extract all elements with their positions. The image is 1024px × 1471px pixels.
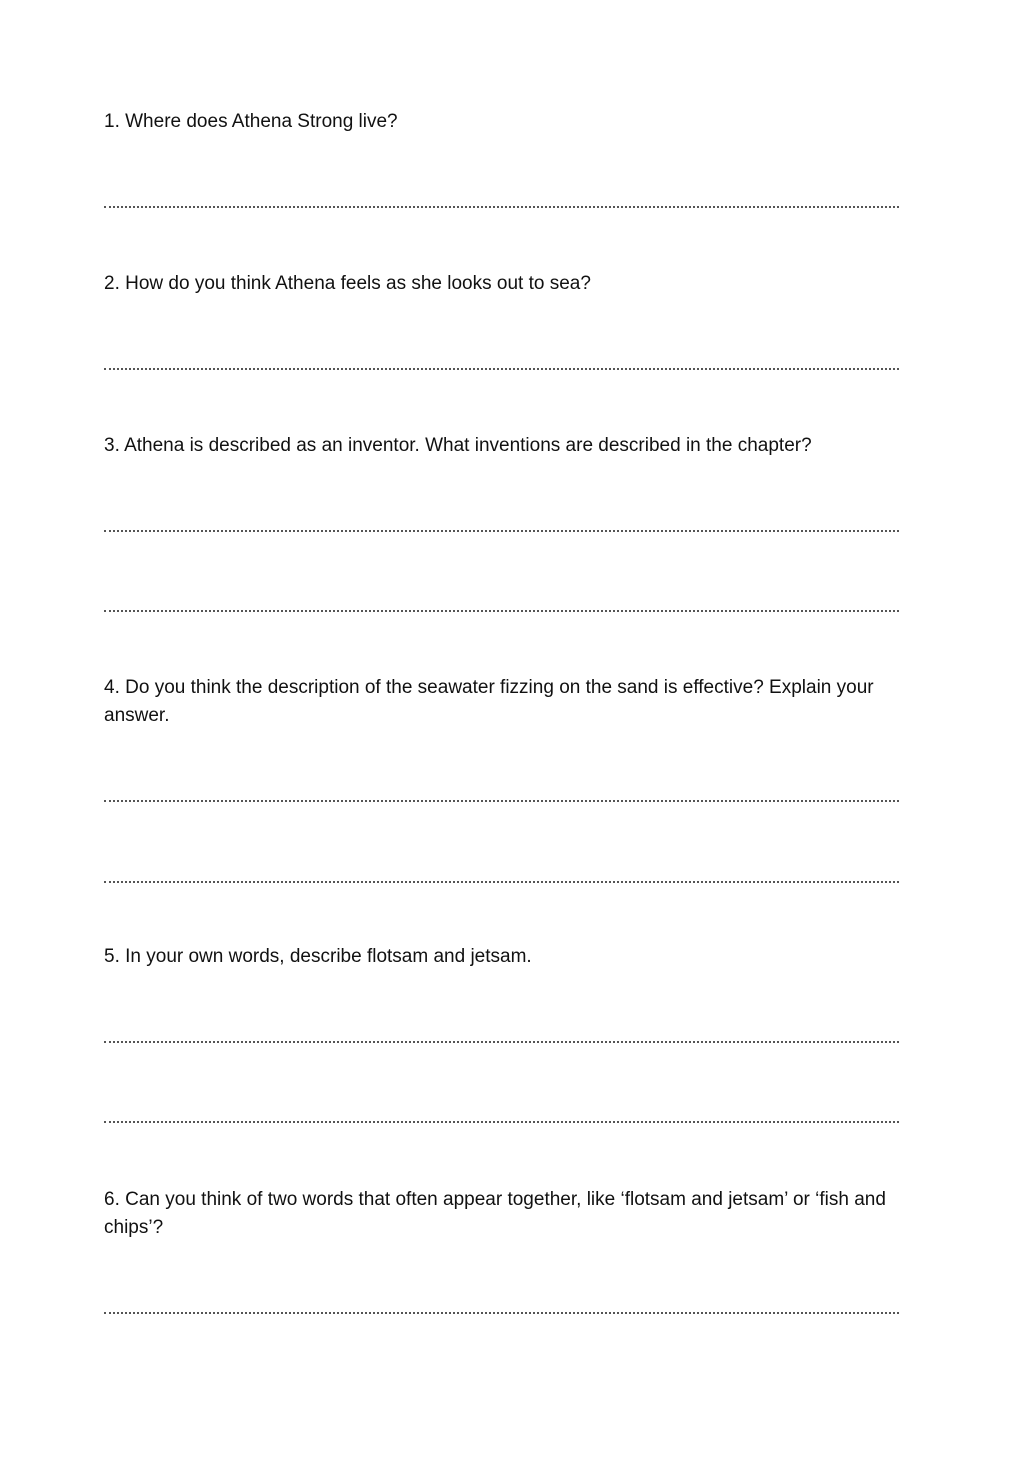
answer-line-3b[interactable] <box>104 610 899 612</box>
answer-line-5b[interactable] <box>104 1121 899 1123</box>
answer-line-1[interactable] <box>104 206 899 208</box>
answer-line-5a[interactable] <box>104 1041 899 1043</box>
answer-line-4a[interactable] <box>104 800 899 802</box>
question-3: 3. Athena is described as an inventor. What inventions are described in the chapter? <box>104 435 812 456</box>
question-6: 6. Can you think of two words that often appear together, like ‘flotsam and jetsam’ or ‘fish and chips’? <box>104 1189 886 1238</box>
answer-line-6[interactable] <box>104 1312 899 1314</box>
answer-line-3a[interactable] <box>104 530 899 532</box>
question-5: 5. In your own words, describe flotsam and jetsam. <box>104 946 532 967</box>
answer-line-2[interactable] <box>104 368 899 370</box>
question-1: 1. Where does Athena Strong live? <box>104 111 398 132</box>
answer-line-4b[interactable] <box>104 881 899 883</box>
question-2: 2. How do you think Athena feels as she looks out to sea? <box>104 273 591 294</box>
question-4: 4. Do you think the description of the seawater fizzing on the sand is effective? Explain your answer. <box>104 677 874 726</box>
